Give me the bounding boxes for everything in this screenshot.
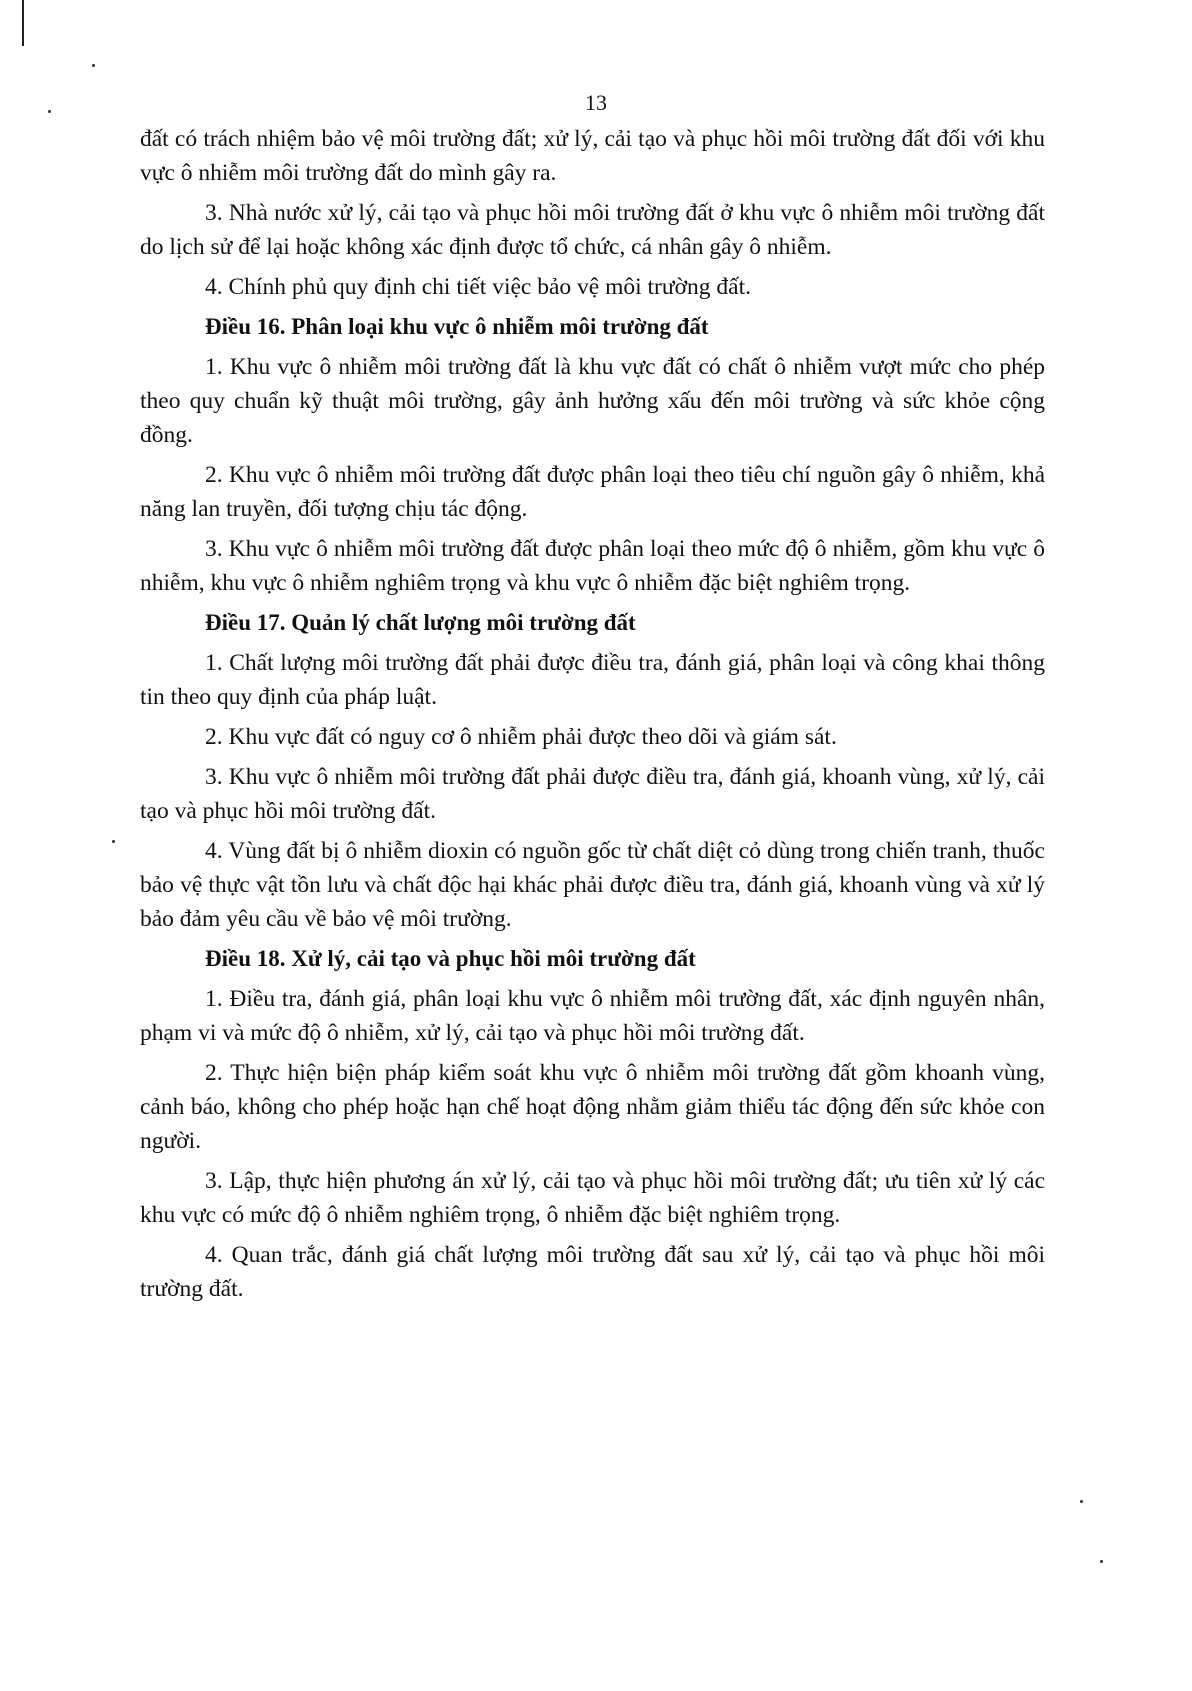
paragraph-item: 2. Khu vực ô nhiễm môi trường đất được phân loại theo tiêu chí nguồn gây ô nhiễm, khả năng lan truyền, đối tượng chịu tác động.: [140, 462, 1045, 522]
article-heading: Điều 16. Phân loại khu vực ô nhiễm môi trường đất: [205, 314, 709, 339]
paragraph-item: 4. Vùng đất bị ô nhiễm dioxin có nguồn gốc từ chất diệt cỏ dùng trong chiến tranh, thuốc bảo vệ thực vật tồn lưu và chất độc hại khác phải được điều tra, đánh giá, khoanh vùng và xử lý bảo đảm yêu cầu về bảo vệ môi trường.: [140, 838, 1045, 932]
scan-speck: [1100, 1560, 1103, 1563]
scan-edge-line: [22, 0, 24, 46]
paragraph-item: 1. Điều tra, đánh giá, phân loại khu vực ô nhiễm môi trường đất, xác định nguyên nhân, phạm vi và mức độ ô nhiễm, xử lý, cải tạo và phục hồi môi trường đất.: [140, 986, 1045, 1046]
page-number: 13: [585, 90, 607, 115]
paragraph-item: 3. Lập, thực hiện phương án xử lý, cải tạo và phục hồi môi trường đất; ưu tiên xử lý các khu vực có mức độ ô nhiễm nghiêm trọng, ô nhiễm đặc biệt nghiêm trọng.: [140, 1168, 1045, 1228]
scan-speck: [92, 64, 95, 67]
paragraph-item: 1. Chất lượng môi trường đất phải được điều tra, đánh giá, phân loại và công khai thông tin theo quy định của pháp luật.: [140, 650, 1045, 710]
scan-speck: [112, 840, 115, 843]
article-heading: Điều 18. Xử lý, cải tạo và phục hồi môi trường đất: [205, 946, 696, 971]
paragraph-item: 1. Khu vực ô nhiễm môi trường đất là khu vực đất có chất ô nhiễm vượt mức cho phép theo quy chuẩn kỹ thuật môi trường, gây ảnh hưởng xấu đến môi trường và sức khỏe cộng đồng.: [140, 354, 1045, 448]
paragraph-item: 4. Chính phủ quy định chi tiết việc bảo vệ môi trường đất.: [205, 274, 751, 300]
paragraph-item: 2. Khu vực đất có nguy cơ ô nhiễm phải được theo dõi và giám sát.: [205, 724, 837, 750]
scan-speck: [1080, 1500, 1083, 1503]
article-heading: Điều 17. Quản lý chất lượng môi trường đất: [205, 610, 636, 635]
document-body: [140, 122, 1045, 1312]
paragraph-item: 2. Thực hiện biện pháp kiểm soát khu vực ô nhiễm môi trường đất gồm khoanh vùng, cảnh báo, không cho phép hoặc hạn chế hoạt động nhằm giảm thiểu tác động đến sức khỏe con người.: [140, 1060, 1045, 1154]
paragraph-continuation: đất có trách nhiệm bảo vệ môi trường đất; xử lý, cải tạo và phục hồi môi trường đất đối với khu vực ô nhiễm môi trường đất do mình gây ra.: [140, 126, 1045, 186]
paragraph-item: 3. Khu vực ô nhiễm môi trường đất phải được điều tra, đánh giá, khoanh vùng, xử lý, cải tạo và phục hồi môi trường đất.: [140, 764, 1045, 824]
paragraph-item: 3. Khu vực ô nhiễm môi trường đất được phân loại theo mức độ ô nhiễm, gồm khu vực ô nhiễm, khu vực ô nhiễm nghiêm trọng và khu vực ô nhiễm đặc biệt nghiêm trọng.: [140, 536, 1045, 596]
paragraph-item: 3. Nhà nước xử lý, cải tạo và phục hồi môi trường đất ở khu vực ô nhiễm môi trường đất do lịch sử để lại hoặc không xác định được tổ chức, cá nhân gây ô nhiễm.: [140, 200, 1045, 260]
paragraph-item: 4. Quan trắc, đánh giá chất lượng môi trường đất sau xử lý, cải tạo và phục hồi môi trường đất.: [140, 1242, 1045, 1302]
